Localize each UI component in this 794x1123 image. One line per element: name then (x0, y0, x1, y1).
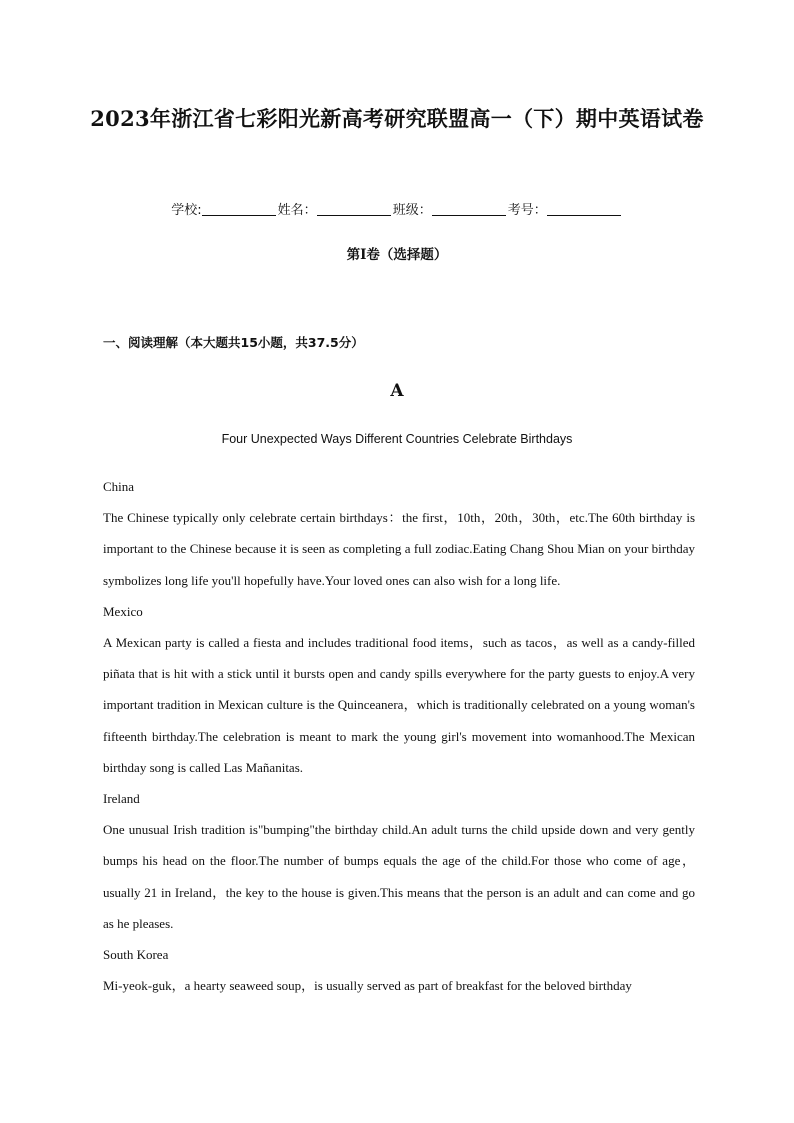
exam-number-label: 考号： (507, 203, 547, 218)
school-blank[interactable] (202, 203, 276, 216)
paragraph-china: The Chinese typically only celebrate certain birthdays：the first，10th，20th，30th，etc.The 60th birthday is important to the Chinese because it is seen as completing a full zodiac.Eating Chang Shou Mian on your birthday symbolizes long life you'll hopefully have.Your loved ones can also wish for a long life. (103, 510, 695, 588)
school-label: 学校: (171, 203, 202, 218)
class-field (393, 199, 508, 218)
passage-body (103, 471, 695, 1001)
passage-letter: A (390, 381, 404, 401)
exam-title: 2023年浙江省七彩阳光新高考研究联盟高一（下）期中英语试卷 (90, 106, 704, 131)
country-heading-south-korea: South Korea (103, 947, 169, 963)
country-heading-mexico: Mexico (103, 603, 143, 619)
paragraph-south-korea: Mi-yeok-guk，a hearty seaweed soup，is usually served as part of breakfast for the beloved birthday (103, 978, 632, 994)
paragraph-ireland: One unusual Irish tradition is"bumping"the birthday child.An adult turns the child upside down and very gently bumps his head on the floor.The number of bumps equals the age of the child.For those who come of age，usually 21 in Ireland，the key to the house is given.This means that the person is an adult and can come and go as he pleases. (103, 822, 695, 931)
name-blank[interactable] (317, 203, 391, 216)
class-blank[interactable] (432, 203, 506, 216)
country-heading-china: China (103, 479, 135, 494)
class-label: 班级： (392, 203, 432, 218)
part-heading: 一、阅读理解（本大题共15小题，共37.5分） (103, 335, 364, 350)
student-info-line (0, 199, 794, 218)
exam-number-field (508, 199, 623, 218)
passage-title: Four Unexpected Ways Different Countries Celebrate Birthdays (221, 432, 573, 446)
name-label: 姓名： (277, 203, 317, 218)
section-title: 第I卷（选择题） (346, 247, 448, 263)
exam-number-blank[interactable] (547, 203, 621, 216)
name-field (278, 199, 393, 218)
country-heading-ireland: Ireland (103, 791, 140, 807)
paragraph-mexico: A Mexican party is called a fiesta and includes traditional food items，such as tacos，as well as a candy-filled piñata that is hit with a stick until it bursts open and candy spills everywhere for the party guests to enjoy.A very important tradition in Mexican culture is the Quinceanera，which is traditionally celebrated on a young woman's fifteenth birthday.The celebration is meant to mark the young girl's movement into womanhood.The Mexican birthday song is called Las Mañanitas. (103, 635, 695, 775)
school-field (171, 199, 277, 218)
